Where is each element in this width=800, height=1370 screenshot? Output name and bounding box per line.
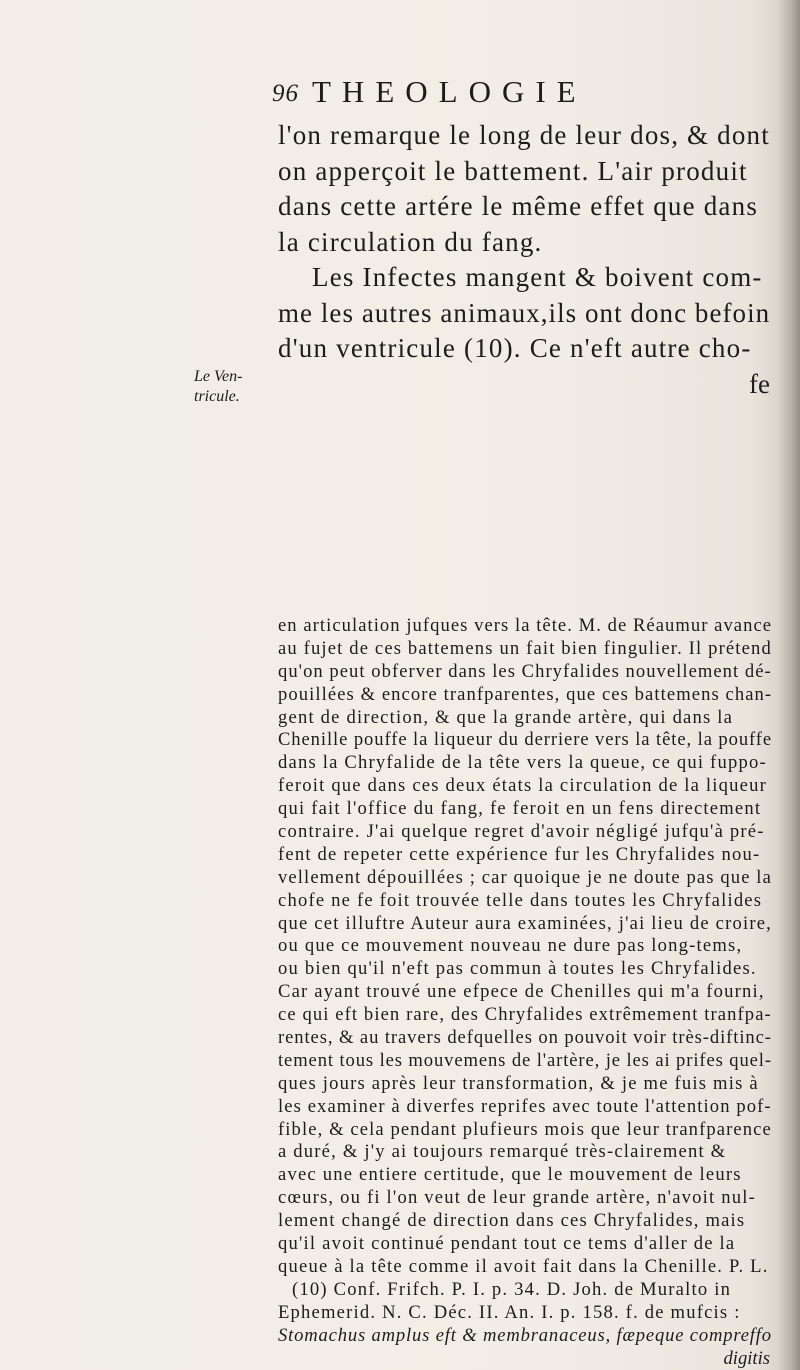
footnote-line: a duré, & j'y ai toujours remarqué très-clairement &	[278, 1141, 727, 1163]
main-text-line: la circulation du fang.	[278, 226, 543, 257]
footnote-line: qu'on peut obferver dans les Chryfalides nouvellement dé-	[278, 660, 772, 682]
footnote-line: ou que ce mouvement nouveau ne dure pas long-tems,	[278, 935, 743, 957]
catchword: digitis	[723, 1347, 770, 1369]
footnote-line: ques jours après leur transformation, & je me fuis mis à	[278, 1072, 759, 1094]
main-text-line: Les Infectes mangent & boivent com-	[312, 262, 763, 292]
footnote-line: chofe ne fe foit trouvée telle dans toutes les Chryfalides	[278, 889, 763, 911]
main-text-line: on apperçoit le battement. L'air produit	[278, 155, 748, 186]
footnote-line: vellement dépouillées ; car quoique je ne doute pas que la	[278, 866, 772, 888]
footnote-line: les examiner à diverfes reprifes avec toute l'attention pof-	[278, 1095, 772, 1117]
footnote-line: gent de direction, & que la grande artère, qui dans la	[278, 706, 734, 728]
footnote-line: (10) Conf. Frifch. P. I. p. 34. D. Joh. de Muralto in	[292, 1278, 732, 1300]
main-text-line: l'on remarque le long de leur dos, & dont	[278, 120, 770, 150]
footnote-line: Car ayant trouvé une efpece de Chenilles qui m'a fourni,	[278, 981, 765, 1003]
footnote-line: qu'il avoit continué pendant tout ce tems d'aller de la	[278, 1233, 736, 1255]
footnote-line: fent de repeter cette expérience fur les Chryfalides nou-	[278, 843, 761, 865]
running-title: THEOLOGIE	[312, 74, 587, 109]
margin-note-line: tricule.	[194, 388, 240, 405]
margin-note	[194, 367, 270, 407]
footnote-line: ou bien qu'il n'eft pas commun à toutes les Chryfalides.	[278, 958, 757, 980]
footnote-line: dans la Chryfalide de la tête vers la queue, ce qui fuppo-	[278, 752, 767, 774]
main-paragraphs	[278, 118, 776, 402]
footnote-line: Ephemerid. N. C. Déc. II. An. I. p. 158. f. de mufcis :	[278, 1301, 741, 1323]
main-text-line: d'un ventricule (10). Ce n'eft autre cho-	[278, 333, 752, 363]
footnote-line: en articulation jufques vers la tête. M. de Réaumur avance	[278, 615, 773, 636]
footnote-line: au fujet de ces battemens un fait bien fingulier. Il prétend	[278, 637, 772, 659]
footnote-line: queue à la tête comme il avoit fait dans la Chenille. P. L.	[278, 1255, 769, 1277]
catchword: fe	[749, 368, 770, 399]
footnote-line: feroit que dans ces deux états la circulation de la liqueur	[278, 775, 767, 797]
footnote-line: ce qui eft bien rare, des Chryfalides extrêmement tranfpa-	[278, 1004, 772, 1026]
footnote-line: qui fait l'office du fang, fe feroit en un fens directement	[278, 798, 762, 820]
footnote-block	[278, 615, 778, 1370]
main-text-line: me les autres animaux,ils ont donc befoin	[278, 297, 771, 328]
footnote-line: contraire. J'ai quelque regret d'avoir négligé jufqu'à pré-	[278, 821, 765, 843]
footnote-line: que cet illuftre Auteur aura examinées, j'ai lieu de croire,	[278, 912, 773, 934]
footnote-line: rentes, & au travers defquelles on pouvoit voir très-diftinc-	[278, 1027, 772, 1049]
page-edge-shadow	[778, 0, 800, 1370]
footnote-line: Chenille pouffe la liqueur du derriere vers la tête, la pouffe	[278, 729, 773, 751]
footnote-line: pouillées & encore tranfparentes, que ces battemens chan-	[278, 683, 773, 705]
footnote-line: cœurs, ou fi l'on veut de leur grande artère, n'avoit nul-	[278, 1187, 756, 1209]
footnote-line: lement changé de direction dans ces Chryfalides, mais	[278, 1210, 746, 1232]
footnote-line: avec une entiere certitude, que le mouvement de leurs	[278, 1164, 742, 1186]
footnote-line: tement tous les mouvemens de l'artère, je les ai prifes quel-	[278, 1049, 772, 1071]
main-text-line: dans cette artére le même effet que dans	[278, 191, 759, 221]
page-number: 96	[272, 80, 299, 107]
footnote-line: fible, & cela pendant plufieurs mois que leur tranfparence	[278, 1118, 772, 1140]
footnote-line: Stomachus amplus eft & membranaceus, fæpeque compreffo	[278, 1324, 772, 1346]
margin-note-line: Le Ven-	[194, 368, 243, 385]
